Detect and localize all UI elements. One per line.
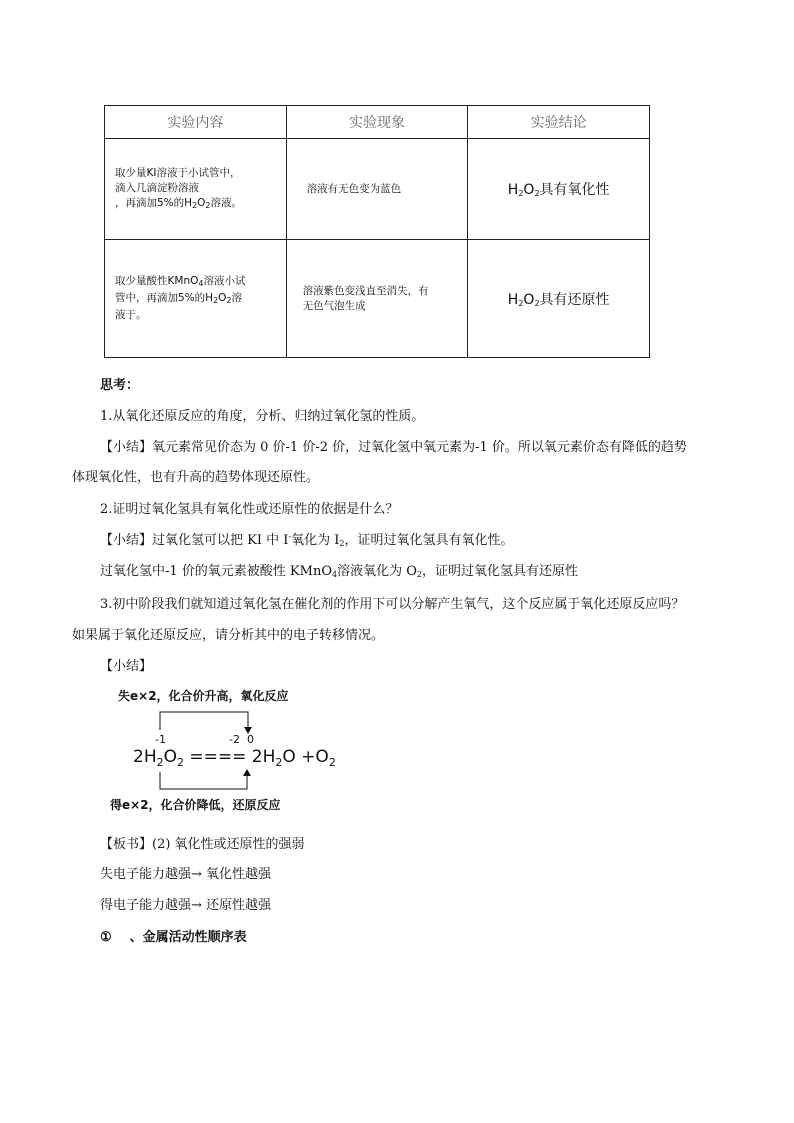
table-header-content: 实验内容 (105, 106, 287, 139)
oxidation-state-mid: -2 (229, 733, 240, 746)
row2-conclusion-text: $H_2O_2$具有还原性 (507, 291, 610, 308)
decomposition-equation: $2H_2O_2$ ==== $2H_2O +O_2$ (133, 747, 336, 769)
summary-2: 【小结】过氧化氢可以把 KI 中 I-氧化为 $I_2$，证明过氧化氢具有氧化性。 (100, 532, 514, 548)
question-1: 1.从氧化还原反应的角度，分析、归纳过氧化氢的性质。 (100, 409, 425, 424)
diagram-top-label: 失e×2，化合价升高，氧化反应 (118, 689, 289, 703)
summary-2-reduction: 过氧化氢中-1 价的氧元素被酸性 KMnO$_4$溶液氧化为 $O_2$，证明过氧化氢具有还原性 (100, 564, 578, 579)
question-2: 2.证明过氧化氢具有氧化性或还原性的依据是什么？ (100, 502, 399, 517)
list-item-metal-activity (100, 926, 247, 945)
bottom-transfer-arrow (160, 772, 247, 789)
row2-content-line: 液于。 (115, 309, 147, 321)
summary-3-label: 【小结】 (100, 659, 153, 674)
question-3-line-2: 如果属于氧化还原反应，请分析其中的电子转移情况。 (72, 628, 385, 643)
row2-phenomenon-line: 溶液紫色变浅直至消失，有 (302, 284, 429, 297)
list-marker: ① (100, 930, 112, 945)
row1-content-line: 滴入几滴淀粉溶液 (115, 181, 199, 194)
oxidation-state-left: -1 (155, 733, 166, 746)
list-item-text: 、金属活动性顺序表 (129, 930, 247, 945)
top-transfer-arrow (160, 712, 248, 730)
row2-content-line: 取少量酸性KMnO$_4$溶液小试 (115, 275, 246, 288)
row1-content-line: 取少量KI溶液于小试管中， (115, 166, 241, 179)
board-heading: 【板书】(2) 氧化性或还原性的强弱 (100, 837, 305, 852)
think-heading: 思考： (100, 378, 140, 393)
row2-phenomenon-line: 无色气泡生成 (302, 299, 366, 312)
table-header-phenomenon: 实验现象 (286, 106, 468, 139)
row1-phenomenon-text: 溶液有无色变为蓝色 (306, 182, 402, 195)
diagram-bottom-label: 得e×2，化合价降低，还原反应 (110, 798, 281, 812)
table-header-conclusion: 实验结论 (468, 106, 650, 139)
summary-1-line-2: 体现氧化性，也有升高的趋势体现还原性。 (72, 470, 320, 485)
summary-1-line-1: 【小结】氧元素常见价态为 0 价-1 价-2 价，过氧化氢中氧元素为-1 价。所以氧元素价态有降低的趋势 (100, 440, 687, 455)
bottom-arrow-head (243, 769, 251, 776)
row2-content-line: 管中，再滴加5%的$H_2O_2$溶 (115, 292, 243, 305)
oxidation-state-right: 0 (247, 733, 254, 746)
board-line-1: 失电子能力越强→ 氧化性越强 (100, 867, 272, 882)
question-3-line-1: 3.初中阶段我们就知道过氧化氢在催化剂的作用下可以分解产生氧气，这个反应属于氧化还原反应吗？ (100, 597, 685, 612)
row1-conclusion-text: $H_2O_2$具有氧化性 (507, 182, 610, 198)
row1-content-line: ，再滴加5%的$H_2O_2$溶液。 (115, 196, 243, 210)
board-line-2: 得电子能力越强→ 还原性越强 (100, 898, 272, 913)
